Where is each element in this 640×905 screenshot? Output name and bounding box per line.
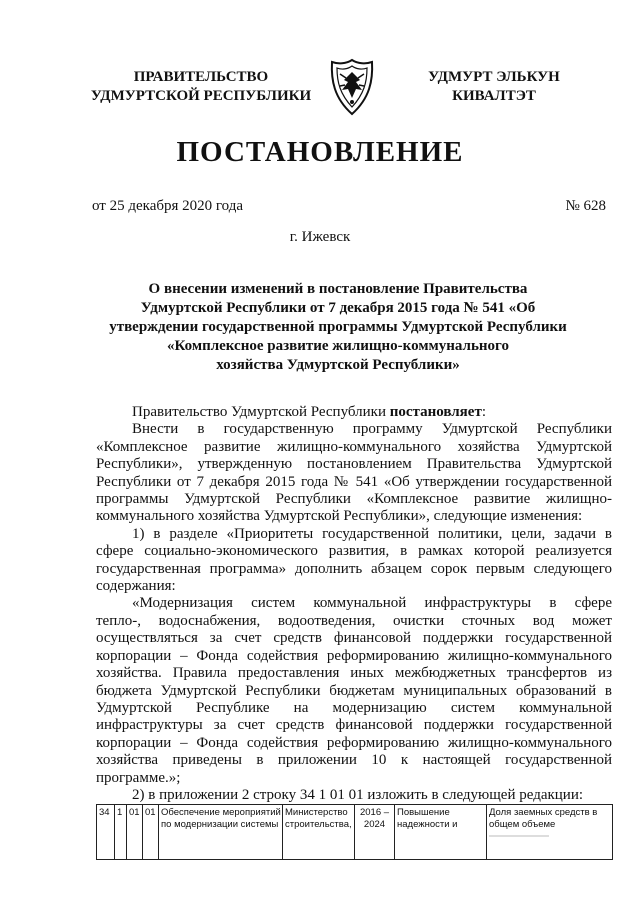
subject-line: Удмуртской Республики от 7 декабря 2015 года № 541 «Об	[140, 300, 536, 316]
illegible-mark	[489, 833, 549, 839]
table-cell	[487, 805, 613, 860]
table-cell	[143, 805, 159, 860]
cell-text: 2016 –	[359, 807, 390, 818]
document-number: № 628	[565, 198, 606, 214]
paragraph-line: «Комплексное развитие жилищно-коммунального хозяйства Удмуртской	[96, 438, 612, 455]
cell-text: 1	[117, 807, 123, 818]
cell-text: по модернизации системы	[161, 819, 279, 830]
quote-line: осуществляться за счет средств финансовой поддержки государственной	[96, 630, 612, 647]
paragraph-line: 2) в приложении 2 строку 34 1 01 01 изложить в следующей редакции:	[132, 786, 584, 803]
header-right-line1: УДМУРТ ЭЛЬКУН	[428, 69, 560, 85]
header-left-line1: ПРАВИТЕЛЬСТВО	[133, 69, 269, 85]
document-title: ПОСТАНОВЛЕНИЕ	[176, 136, 464, 168]
paragraph-line: Республики от 7 декабря 2015 года № 541 «Об утверждении государственной	[96, 473, 612, 490]
paragraph-line: программы Удмуртской Республики «Комплексное развитие жилищно-	[96, 491, 612, 508]
cell-text: 34	[99, 807, 110, 818]
paragraph-line: Внести в государственную программу Удмуртской Республики	[132, 421, 612, 438]
cell-text: 2024	[363, 819, 386, 830]
table-cell	[115, 805, 127, 860]
udmurt-coat-of-arms-icon	[326, 58, 378, 116]
quote-line: программе.»;	[96, 769, 181, 786]
paragraph-line: коммунального хозяйства Удмуртской Республики», следующие изменения:	[96, 508, 583, 525]
paragraph-line: 1) в разделе «Приоритеты государственной политики, цели, задачи в	[132, 525, 612, 542]
subject-line: О внесении изменений в постановление Правительства	[148, 281, 528, 297]
quote-line: хозяйства приведены в приложении 10 к настоящей государственной	[96, 752, 612, 769]
header-right-line2: КИВАЛТЭТ	[452, 88, 536, 104]
table-cell	[283, 805, 355, 860]
document-date: от 25 декабря 2020 года	[92, 198, 244, 214]
quote-line: корпорации – Фонда содействия реформированию жилищно-коммунального	[96, 647, 612, 664]
quote-line: «Модернизация систем коммунальной инфраструктуры в сфере	[132, 595, 612, 612]
cell-text: Повышение	[397, 807, 450, 818]
cell-text: Министерство	[285, 807, 348, 818]
government-name-udmurt	[418, 68, 570, 106]
cell-text: строительства,	[285, 819, 352, 830]
government-name-russian	[86, 68, 316, 106]
document-body	[96, 404, 612, 804]
table-cell	[395, 805, 487, 860]
subject-line: хозяйства Удмуртской Республики»	[216, 357, 460, 373]
table-cell	[97, 805, 115, 860]
paragraph-line: Республики», утвержденную постановлением Правительства Удмуртской	[96, 456, 612, 473]
table-cell	[127, 805, 143, 860]
paragraph-line: государственная программа» дополнить абзацем сорок первым следующего	[96, 560, 612, 577]
quote-line: Удмуртской Республике на модернизацию систем коммунальной	[96, 699, 612, 716]
quote-line: бюджета Удмуртской Республики бюджетам муниципальных образований в	[96, 682, 612, 699]
document-subject	[96, 280, 580, 375]
cell-text: Обеспечение мероприятий	[161, 807, 281, 818]
intro-text: Правительство Удмуртской Республики	[132, 404, 390, 420]
document-city: г. Ижевск	[289, 229, 351, 245]
quote-line: тепло-, водоснабжения, водоотведения, очистки сточных вод может	[96, 612, 612, 629]
subject-line: «Комплексное развитие жилищно-коммунального	[167, 338, 509, 354]
table-cell	[159, 805, 283, 860]
intro-keyword: постановляет	[389, 404, 482, 420]
cell-text: 01	[129, 807, 140, 818]
cell-text: общем объеме	[489, 819, 556, 830]
cell-text: надежности и	[397, 819, 458, 830]
cell-text: 01	[145, 807, 156, 818]
quote-line: корпорации – Фонда содействия реформированию жилищно-коммунального	[96, 734, 612, 751]
intro-colon: :	[481, 404, 486, 420]
quote-line: инфраструктуры за счет средств финансовой поддержки государственной	[96, 717, 612, 734]
quote-line: хозяйства. Правила предоставления иных межбюджетных трансфертов из	[96, 665, 612, 682]
subject-line: утверждении государственной программы Удмуртской Республики	[109, 319, 567, 335]
paragraph-line: содержания:	[96, 578, 176, 595]
program-table	[96, 804, 613, 860]
table-row	[97, 805, 613, 860]
paragraph-line: сфере социально-экономического развития, в рамках которой реализуется	[96, 543, 612, 560]
intro-line	[96, 404, 612, 421]
table-cell	[355, 805, 395, 860]
cell-text: Доля заемных средств в	[489, 807, 598, 818]
header-left-line2: УДМУРТСКОЙ РЕСПУБЛИКИ	[90, 88, 312, 104]
